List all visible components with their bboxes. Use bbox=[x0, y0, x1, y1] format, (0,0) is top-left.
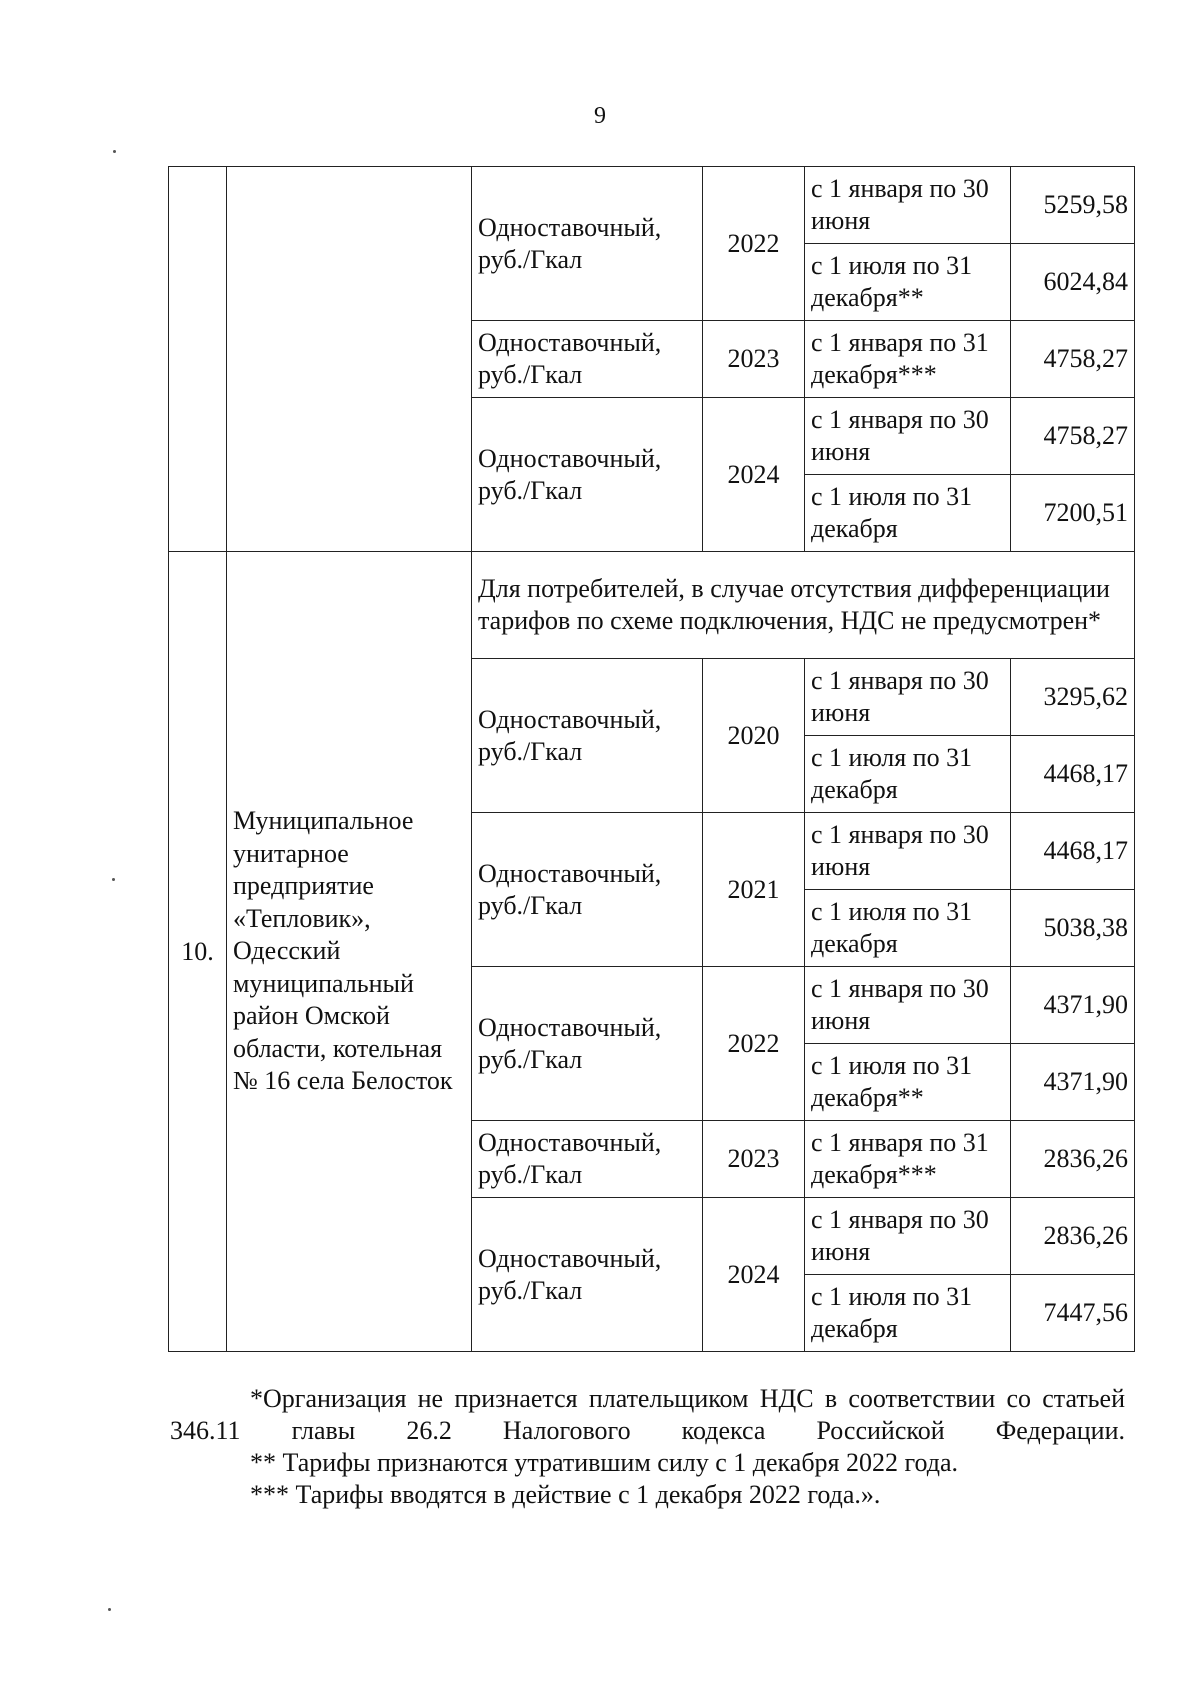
rate-type-cell: Одноставочный, руб./Гкал bbox=[472, 167, 703, 321]
consumer-note: Для потребителей, в случае отсутствия дифференциации тарифов по схеме подключения, НДС не предусмотрен* bbox=[472, 552, 1135, 659]
scan-speck bbox=[112, 878, 115, 881]
tariff-value-cell: 4468,17 bbox=[1011, 813, 1135, 890]
tariff-value-cell: 6024,84 bbox=[1011, 244, 1135, 321]
tariff-value-cell: 4758,27 bbox=[1011, 398, 1135, 475]
rate-type-cell: Одноставочный, руб./Гкал bbox=[472, 321, 703, 398]
period-cell: с 1 июля по 31 декабря** bbox=[805, 244, 1011, 321]
period-cell: с 1 января по 31 декабря*** bbox=[805, 321, 1011, 398]
period-cell: с 1 июля по 31 декабря bbox=[805, 890, 1011, 967]
tariff-value-cell: 2836,26 bbox=[1011, 1198, 1135, 1275]
tariff-value-cell: 3295,62 bbox=[1011, 659, 1135, 736]
period-cell: с 1 января по 30 июня bbox=[805, 398, 1011, 475]
tariff-value-cell: 5038,38 bbox=[1011, 890, 1135, 967]
tariff-table bbox=[168, 166, 1135, 1352]
table-row bbox=[169, 552, 1135, 659]
year-cell: 2020 bbox=[703, 659, 805, 813]
entry-number: 10. bbox=[169, 552, 227, 1352]
period-cell: с 1 июля по 31 декабря bbox=[805, 1275, 1011, 1352]
rate-type-cell: Одноставочный, руб./Гкал bbox=[472, 813, 703, 967]
tariff-value-cell: 2836,26 bbox=[1011, 1121, 1135, 1198]
period-cell: с 1 января по 30 июня bbox=[805, 167, 1011, 244]
year-cell: 2024 bbox=[703, 1198, 805, 1352]
tariff-value-cell: 4758,27 bbox=[1011, 321, 1135, 398]
period-cell: с 1 июля по 31 декабря bbox=[805, 736, 1011, 813]
tariff-value-cell: 4371,90 bbox=[1011, 1044, 1135, 1121]
page-number: 9 bbox=[594, 103, 606, 129]
organization-cell-empty bbox=[227, 167, 472, 552]
footnotes bbox=[170, 1383, 1125, 1511]
year-cell: 2023 bbox=[703, 321, 805, 398]
period-cell: с 1 января по 30 июня bbox=[805, 659, 1011, 736]
rate-type-cell: Одноставочный, руб./Гкал bbox=[472, 398, 703, 552]
year-cell: 2022 bbox=[703, 167, 805, 321]
organization-name: Муниципальное унитарное предприятие «Тепловик», Одесский муниципальный район Омской области, котельная № 16 села Белосток bbox=[227, 552, 472, 1352]
rate-type-cell: Одноставочный, руб./Гкал bbox=[472, 1121, 703, 1198]
period-cell: с 1 января по 31 декабря*** bbox=[805, 1121, 1011, 1198]
tariff-value-cell: 4371,90 bbox=[1011, 967, 1135, 1044]
year-cell: 2024 bbox=[703, 398, 805, 552]
year-cell: 2022 bbox=[703, 967, 805, 1121]
tariff-value-cell: 7447,56 bbox=[1011, 1275, 1135, 1352]
period-cell: с 1 января по 30 июня bbox=[805, 967, 1011, 1044]
table-row bbox=[169, 167, 1135, 244]
period-cell: с 1 июля по 31 декабря** bbox=[805, 1044, 1011, 1121]
number-cell-empty bbox=[169, 167, 227, 552]
rate-type-cell: Одноставочный, руб./Гкал bbox=[472, 967, 703, 1121]
rate-type-cell: Одноставочный, руб./Гкал bbox=[472, 1198, 703, 1352]
year-cell: 2023 bbox=[703, 1121, 805, 1198]
scan-speck bbox=[108, 1608, 111, 1611]
year-cell: 2021 bbox=[703, 813, 805, 967]
tariff-value-cell: 7200,51 bbox=[1011, 475, 1135, 552]
footnote-effective: *** Тарифы вводятся в действие с 1 декабря 2022 года.». bbox=[250, 1480, 881, 1509]
period-cell: с 1 июля по 31 декабря bbox=[805, 475, 1011, 552]
scan-speck bbox=[113, 150, 116, 153]
footnote-vat: *Организация не признается плательщиком НДС в соответствии со статьей 346.11 главы 26.2 Налогового кодекса Российской Федерации. bbox=[170, 1384, 1125, 1445]
period-cell: с 1 января по 30 июня bbox=[805, 813, 1011, 890]
tariff-value-cell: 5259,58 bbox=[1011, 167, 1135, 244]
period-cell: с 1 января по 30 июня bbox=[805, 1198, 1011, 1275]
rate-type-cell: Одноставочный, руб./Гкал bbox=[472, 659, 703, 813]
footnote-expired: ** Тарифы признаются утратившим силу с 1 декабря 2022 года. bbox=[250, 1448, 959, 1477]
tariff-value-cell: 4468,17 bbox=[1011, 736, 1135, 813]
